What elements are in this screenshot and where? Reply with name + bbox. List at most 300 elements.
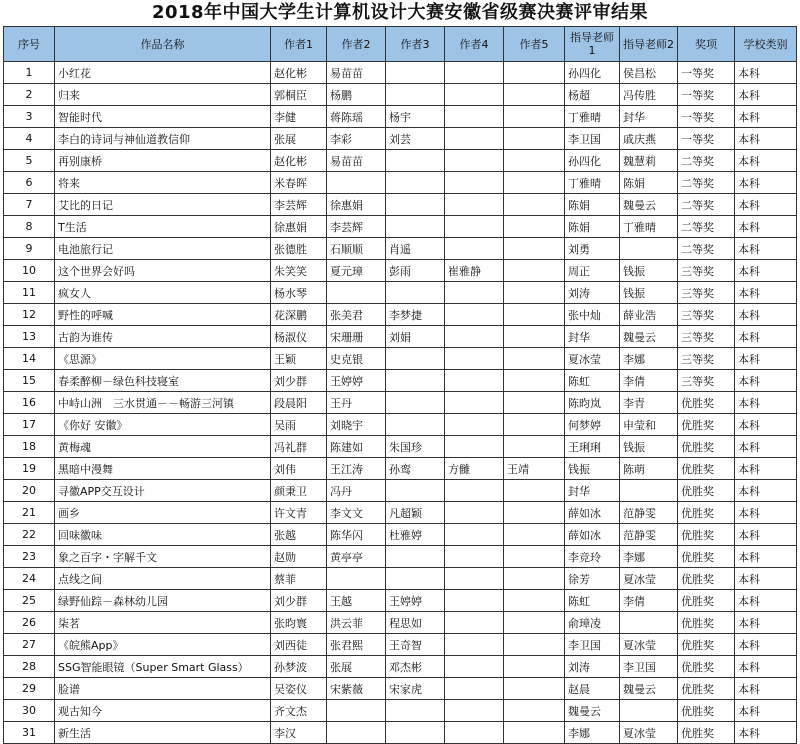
author-3-cell: [386, 722, 445, 744]
author-4-cell: [445, 326, 504, 348]
row-index-cell: 8: [4, 216, 55, 238]
author-1-cell: 张展: [271, 128, 327, 150]
advisor-2-cell: 范静雯: [620, 502, 678, 524]
advisor-1-cell: 陈娟: [565, 216, 620, 238]
award-cell: 二等奖: [678, 172, 735, 194]
author-2-cell: 张美君: [327, 304, 386, 326]
school-type-cell: 本科: [735, 678, 797, 700]
author-4-cell: [445, 84, 504, 106]
award-cell: 优胜奖: [678, 414, 735, 436]
author-2-cell: 陈华闪: [327, 524, 386, 546]
author-4-cell: [445, 216, 504, 238]
work-title-cell: 智能时代: [55, 106, 271, 128]
table-row: [4, 612, 797, 634]
col-author4-header: 作者4: [445, 27, 504, 62]
award-cell: 优胜奖: [678, 678, 735, 700]
author-1-cell: 许文青: [271, 502, 327, 524]
author-5-cell: [504, 700, 565, 722]
row-index-cell: 27: [4, 634, 55, 656]
work-title-cell: 野性的呼喊: [55, 304, 271, 326]
author-2-cell: 王婷婷: [327, 370, 386, 392]
advisor-2-cell: 李卫国: [620, 656, 678, 678]
advisor-2-cell: 丁雅晴: [620, 216, 678, 238]
advisor-2-cell: 魏慧莉: [620, 150, 678, 172]
author-1-cell: 吴姿仪: [271, 678, 327, 700]
author-3-cell: 肖遥: [386, 238, 445, 260]
school-type-cell: 本科: [735, 480, 797, 502]
row-index-cell: 24: [4, 568, 55, 590]
page-title: 2018年中国大学生计算机设计大赛安徽省级赛决赛评审结果: [151, 2, 649, 23]
table-row: [4, 238, 797, 260]
advisor-2-cell: 魏曼云: [620, 678, 678, 700]
award-cell: 一等奖: [678, 106, 735, 128]
author-2-cell: 黄亭亭: [327, 546, 386, 568]
author-4-cell: [445, 546, 504, 568]
col-award-header: 奖项: [678, 27, 735, 62]
award-cell: 优胜奖: [678, 524, 735, 546]
advisor-2-cell: 夏冰莹: [620, 568, 678, 590]
author-1-cell: 刘少群: [271, 370, 327, 392]
advisor-2-cell: 冯传胜: [620, 84, 678, 106]
school-type-cell: 本科: [735, 150, 797, 172]
row-index-cell: 6: [4, 172, 55, 194]
table-row: [4, 480, 797, 502]
author-4-cell: 崔雅静: [445, 260, 504, 282]
author-4-cell: [445, 678, 504, 700]
work-title-cell: 《思源》: [55, 348, 271, 370]
advisor-2-cell: 李青: [620, 392, 678, 414]
work-title-cell: 脸谱: [55, 678, 271, 700]
author-2-cell: 洪云菲: [327, 612, 386, 634]
author-1-cell: 刘少群: [271, 590, 327, 612]
work-title-cell: SSG智能眼镜（Super Smart Glass）: [55, 656, 271, 678]
row-index-cell: 21: [4, 502, 55, 524]
table-row: [4, 370, 797, 392]
author-3-cell: 邓杰彬: [386, 656, 445, 678]
table-row: [4, 656, 797, 678]
table-row: [4, 700, 797, 722]
work-title-cell: 象之百字・字解千文: [55, 546, 271, 568]
author-5-cell: [504, 590, 565, 612]
author-2-cell: [327, 722, 386, 744]
advisor-1-cell: 丁雅晴: [565, 106, 620, 128]
col-title-header: 作品名称: [55, 27, 271, 62]
award-cell: 一等奖: [678, 84, 735, 106]
author-5-cell: [504, 722, 565, 744]
col-author3-header: 作者3: [386, 27, 445, 62]
work-title-cell: 这个世界会好吗: [55, 260, 271, 282]
advisor-2-cell: 夏冰莹: [620, 634, 678, 656]
author-4-cell: [445, 436, 504, 458]
author-1-cell: 齐文杰: [271, 700, 327, 722]
school-type-cell: 本科: [735, 106, 797, 128]
author-2-cell: [327, 282, 386, 304]
advisor-1-cell: 钱振: [565, 458, 620, 480]
work-title-cell: 电池旅行记: [55, 238, 271, 260]
author-3-cell: [386, 348, 445, 370]
work-title-cell: 回味徽味: [55, 524, 271, 546]
author-1-cell: 孙梦波: [271, 656, 327, 678]
author-4-cell: [445, 634, 504, 656]
advisor-1-cell: 刘勇: [565, 238, 620, 260]
school-type-cell: 本科: [735, 568, 797, 590]
award-cell: 优胜奖: [678, 436, 735, 458]
author-2-cell: 宋紫薇: [327, 678, 386, 700]
author-1-cell: 徐惠娟: [271, 216, 327, 238]
table-row: [4, 106, 797, 128]
row-index-cell: 26: [4, 612, 55, 634]
author-1-cell: 王颖: [271, 348, 327, 370]
author-5-cell: [504, 524, 565, 546]
author-4-cell: [445, 238, 504, 260]
advisor-2-cell: 陈娟: [620, 172, 678, 194]
school-type-cell: 本科: [735, 414, 797, 436]
school-type-cell: 本科: [735, 172, 797, 194]
row-index-cell: 16: [4, 392, 55, 414]
work-title-cell: 寻徽APP交互设计: [55, 480, 271, 502]
advisor-1-cell: 俞璋凌: [565, 612, 620, 634]
award-cell: 二等奖: [678, 238, 735, 260]
author-3-cell: [386, 480, 445, 502]
advisor-1-cell: 孙四化: [565, 150, 620, 172]
author-1-cell: 赵勋: [271, 546, 327, 568]
advisor-1-cell: 何梦婷: [565, 414, 620, 436]
author-3-cell: [386, 546, 445, 568]
school-type-cell: 本科: [735, 612, 797, 634]
table-row: [4, 194, 797, 216]
author-1-cell: 张昀寰: [271, 612, 327, 634]
author-2-cell: 蒋陈瑶: [327, 106, 386, 128]
author-3-cell: [386, 150, 445, 172]
advisor-1-cell: 丁雅晴: [565, 172, 620, 194]
author-3-cell: 宋家虎: [386, 678, 445, 700]
author-4-cell: [445, 414, 504, 436]
author-4-cell: [445, 392, 504, 414]
author-5-cell: [504, 348, 565, 370]
award-cell: 优胜奖: [678, 480, 735, 502]
advisor-1-cell: 赵晨: [565, 678, 620, 700]
advisor-1-cell: 陈娟: [565, 194, 620, 216]
author-2-cell: 杨鹏: [327, 84, 386, 106]
advisor-2-cell: 钱振: [620, 260, 678, 282]
row-index-cell: 13: [4, 326, 55, 348]
author-3-cell: [386, 414, 445, 436]
author-5-cell: [504, 436, 565, 458]
author-2-cell: 石顺顺: [327, 238, 386, 260]
author-2-cell: [327, 700, 386, 722]
school-type-cell: 本科: [735, 128, 797, 150]
author-2-cell: [327, 172, 386, 194]
award-cell: 优胜奖: [678, 722, 735, 744]
school-type-cell: 本科: [735, 502, 797, 524]
work-title-cell: 《皖熊App》: [55, 634, 271, 656]
author-5-cell: 王靖: [504, 458, 565, 480]
award-cell: 优胜奖: [678, 612, 735, 634]
row-index-cell: 28: [4, 656, 55, 678]
author-2-cell: 张君熙: [327, 634, 386, 656]
author-5-cell: [504, 150, 565, 172]
author-5-cell: [504, 656, 565, 678]
table-row: [4, 62, 797, 84]
advisor-1-cell: 徐芳: [565, 568, 620, 590]
row-index-cell: 15: [4, 370, 55, 392]
award-cell: 优胜奖: [678, 634, 735, 656]
advisor-1-cell: 李娜: [565, 722, 620, 744]
advisor-1-cell: 封华: [565, 480, 620, 502]
school-type-cell: 本科: [735, 62, 797, 84]
advisor-2-cell: 封华: [620, 106, 678, 128]
row-index-cell: 1: [4, 62, 55, 84]
school-type-cell: 本科: [735, 348, 797, 370]
author-4-cell: [445, 480, 504, 502]
author-5-cell: [504, 370, 565, 392]
award-cell: 二等奖: [678, 194, 735, 216]
advisor-2-cell: 范静雯: [620, 524, 678, 546]
table-row: [4, 568, 797, 590]
author-2-cell: 夏元璋: [327, 260, 386, 282]
row-index-cell: 3: [4, 106, 55, 128]
work-title-cell: 中峙山洲 三水贯通－－畅游三河镇: [55, 392, 271, 414]
school-type-cell: 本科: [735, 216, 797, 238]
author-2-cell: 史克银: [327, 348, 386, 370]
work-title-cell: 疯女人: [55, 282, 271, 304]
author-2-cell: 刘晓宇: [327, 414, 386, 436]
author-1-cell: 张德胜: [271, 238, 327, 260]
author-4-cell: [445, 370, 504, 392]
table-row: [4, 502, 797, 524]
advisor-2-cell: 薛业浩: [620, 304, 678, 326]
author-5-cell: [504, 172, 565, 194]
school-type-cell: 本科: [735, 656, 797, 678]
author-2-cell: 王江涛: [327, 458, 386, 480]
work-title-cell: 点线之间: [55, 568, 271, 590]
author-3-cell: [386, 194, 445, 216]
award-cell: 三等奖: [678, 304, 735, 326]
author-3-cell: [386, 700, 445, 722]
table-row: [4, 634, 797, 656]
advisor-2-cell: [620, 612, 678, 634]
col-author5-header: 作者5: [504, 27, 565, 62]
school-type-cell: 本科: [735, 282, 797, 304]
author-4-cell: [445, 304, 504, 326]
author-5-cell: [504, 678, 565, 700]
author-1-cell: 花深鹏: [271, 304, 327, 326]
advisor-2-cell: 钱振: [620, 436, 678, 458]
author-5-cell: [504, 546, 565, 568]
advisor-2-cell: 李娜: [620, 546, 678, 568]
author-3-cell: 王奇智: [386, 634, 445, 656]
author-4-cell: [445, 150, 504, 172]
row-index-cell: 19: [4, 458, 55, 480]
author-1-cell: 杨水琴: [271, 282, 327, 304]
school-type-cell: 本科: [735, 546, 797, 568]
school-type-cell: 本科: [735, 370, 797, 392]
advisor-1-cell: 张中灿: [565, 304, 620, 326]
school-type-cell: 本科: [735, 304, 797, 326]
advisor-1-cell: 陈虹: [565, 370, 620, 392]
author-1-cell: 李芸辉: [271, 194, 327, 216]
author-4-cell: [445, 722, 504, 744]
author-4-cell: [445, 282, 504, 304]
advisor-1-cell: 杨超: [565, 84, 620, 106]
col-index-header: 序号: [4, 27, 55, 62]
work-title-cell: 新生活: [55, 722, 271, 744]
school-type-cell: 本科: [735, 590, 797, 612]
row-index-cell: 11: [4, 282, 55, 304]
advisor-2-cell: 戚庆燕: [620, 128, 678, 150]
author-1-cell: 段晨阳: [271, 392, 327, 414]
award-cell: 三等奖: [678, 260, 735, 282]
col-advisor2-header: 指导老师2: [620, 27, 678, 62]
author-2-cell: 易苗苗: [327, 62, 386, 84]
advisor-2-cell: 魏曼云: [620, 194, 678, 216]
author-4-cell: [445, 524, 504, 546]
author-4-cell: [445, 348, 504, 370]
work-title-cell: 黄梅魂: [55, 436, 271, 458]
author-2-cell: 徐惠娟: [327, 194, 386, 216]
table-row: [4, 260, 797, 282]
school-type-cell: 本科: [735, 84, 797, 106]
author-1-cell: 米春晖: [271, 172, 327, 194]
author-1-cell: 张越: [271, 524, 327, 546]
author-4-cell: 方雠: [445, 458, 504, 480]
author-3-cell: 杜雅婷: [386, 524, 445, 546]
row-index-cell: 23: [4, 546, 55, 568]
author-5-cell: [504, 106, 565, 128]
author-5-cell: [504, 568, 565, 590]
row-index-cell: 17: [4, 414, 55, 436]
author-4-cell: [445, 590, 504, 612]
author-2-cell: 王越: [327, 590, 386, 612]
author-1-cell: 冯礼群: [271, 436, 327, 458]
school-type-cell: 本科: [735, 722, 797, 744]
work-title-cell: T生活: [55, 216, 271, 238]
advisor-1-cell: 周正: [565, 260, 620, 282]
work-title-cell: 黑暗中漫舞: [55, 458, 271, 480]
author-2-cell: 李芸辉: [327, 216, 386, 238]
advisor-2-cell: [620, 238, 678, 260]
author-2-cell: 李彩: [327, 128, 386, 150]
table-row: [4, 304, 797, 326]
work-title-cell: 小红花: [55, 62, 271, 84]
table-row: [4, 524, 797, 546]
row-index-cell: 5: [4, 150, 55, 172]
col-advisor1-header: 指导老师1: [565, 27, 620, 62]
award-cell: 二等奖: [678, 216, 735, 238]
work-title-cell: 画乡: [55, 502, 271, 524]
row-index-cell: 29: [4, 678, 55, 700]
advisor-1-cell: 李卫国: [565, 128, 620, 150]
author-2-cell: 李文文: [327, 502, 386, 524]
award-cell: 三等奖: [678, 282, 735, 304]
award-cell: 优胜奖: [678, 656, 735, 678]
author-3-cell: 杨宇: [386, 106, 445, 128]
author-3-cell: [386, 568, 445, 590]
author-1-cell: 刘西徒: [271, 634, 327, 656]
author-5-cell: [504, 480, 565, 502]
author-2-cell: [327, 568, 386, 590]
author-3-cell: [386, 172, 445, 194]
table-row: [4, 216, 797, 238]
author-5-cell: [504, 326, 565, 348]
row-index-cell: 18: [4, 436, 55, 458]
author-4-cell: [445, 656, 504, 678]
advisor-1-cell: 陈虹: [565, 590, 620, 612]
advisor-1-cell: 孙四化: [565, 62, 620, 84]
advisor-1-cell: 刘涛: [565, 282, 620, 304]
school-type-cell: 本科: [735, 238, 797, 260]
author-1-cell: 杨淑仪: [271, 326, 327, 348]
advisor-1-cell: 陈昀岚: [565, 392, 620, 414]
col-author1-header: 作者1: [271, 27, 327, 62]
table-row: [4, 590, 797, 612]
row-index-cell: 14: [4, 348, 55, 370]
work-title-cell: 归来: [55, 84, 271, 106]
author-5-cell: [504, 282, 565, 304]
school-type-cell: 本科: [735, 436, 797, 458]
author-1-cell: 李汉: [271, 722, 327, 744]
advisor-2-cell: 李倩: [620, 590, 678, 612]
work-title-cell: 柒茗: [55, 612, 271, 634]
author-3-cell: [386, 392, 445, 414]
advisor-2-cell: [620, 480, 678, 502]
advisor-1-cell: 封华: [565, 326, 620, 348]
author-2-cell: 易苗苗: [327, 150, 386, 172]
advisor-2-cell: 钱振: [620, 282, 678, 304]
row-index-cell: 12: [4, 304, 55, 326]
author-1-cell: 朱笑笑: [271, 260, 327, 282]
author-1-cell: 赵化彬: [271, 62, 327, 84]
row-index-cell: 7: [4, 194, 55, 216]
row-index-cell: 30: [4, 700, 55, 722]
author-4-cell: [445, 700, 504, 722]
advisor-2-cell: [620, 700, 678, 722]
header-row: [4, 27, 797, 62]
table-row: [4, 150, 797, 172]
advisor-2-cell: 魏曼云: [620, 326, 678, 348]
table-row: [4, 546, 797, 568]
author-3-cell: [386, 216, 445, 238]
table-row: [4, 458, 797, 480]
work-title-cell: 古韵为谁传: [55, 326, 271, 348]
results-table: [3, 26, 797, 744]
school-type-cell: 本科: [735, 634, 797, 656]
author-1-cell: 颜秉卫: [271, 480, 327, 502]
author-4-cell: [445, 568, 504, 590]
advisor-1-cell: 刘涛: [565, 656, 620, 678]
author-3-cell: [386, 62, 445, 84]
author-5-cell: [504, 414, 565, 436]
row-index-cell: 9: [4, 238, 55, 260]
award-cell: 优胜奖: [678, 546, 735, 568]
award-cell: 优胜奖: [678, 502, 735, 524]
author-5-cell: [504, 238, 565, 260]
author-5-cell: [504, 502, 565, 524]
author-5-cell: [504, 62, 565, 84]
author-2-cell: 张展: [327, 656, 386, 678]
author-3-cell: [386, 282, 445, 304]
school-type-cell: 本科: [735, 524, 797, 546]
work-title-cell: 观古知今: [55, 700, 271, 722]
advisor-1-cell: 王琍琍: [565, 436, 620, 458]
col-school-type-header: 学校类别: [735, 27, 797, 62]
author-3-cell: [386, 370, 445, 392]
author-2-cell: 宋珊珊: [327, 326, 386, 348]
row-index-cell: 4: [4, 128, 55, 150]
table-row: [4, 282, 797, 304]
school-type-cell: 本科: [735, 326, 797, 348]
school-type-cell: 本科: [735, 392, 797, 414]
